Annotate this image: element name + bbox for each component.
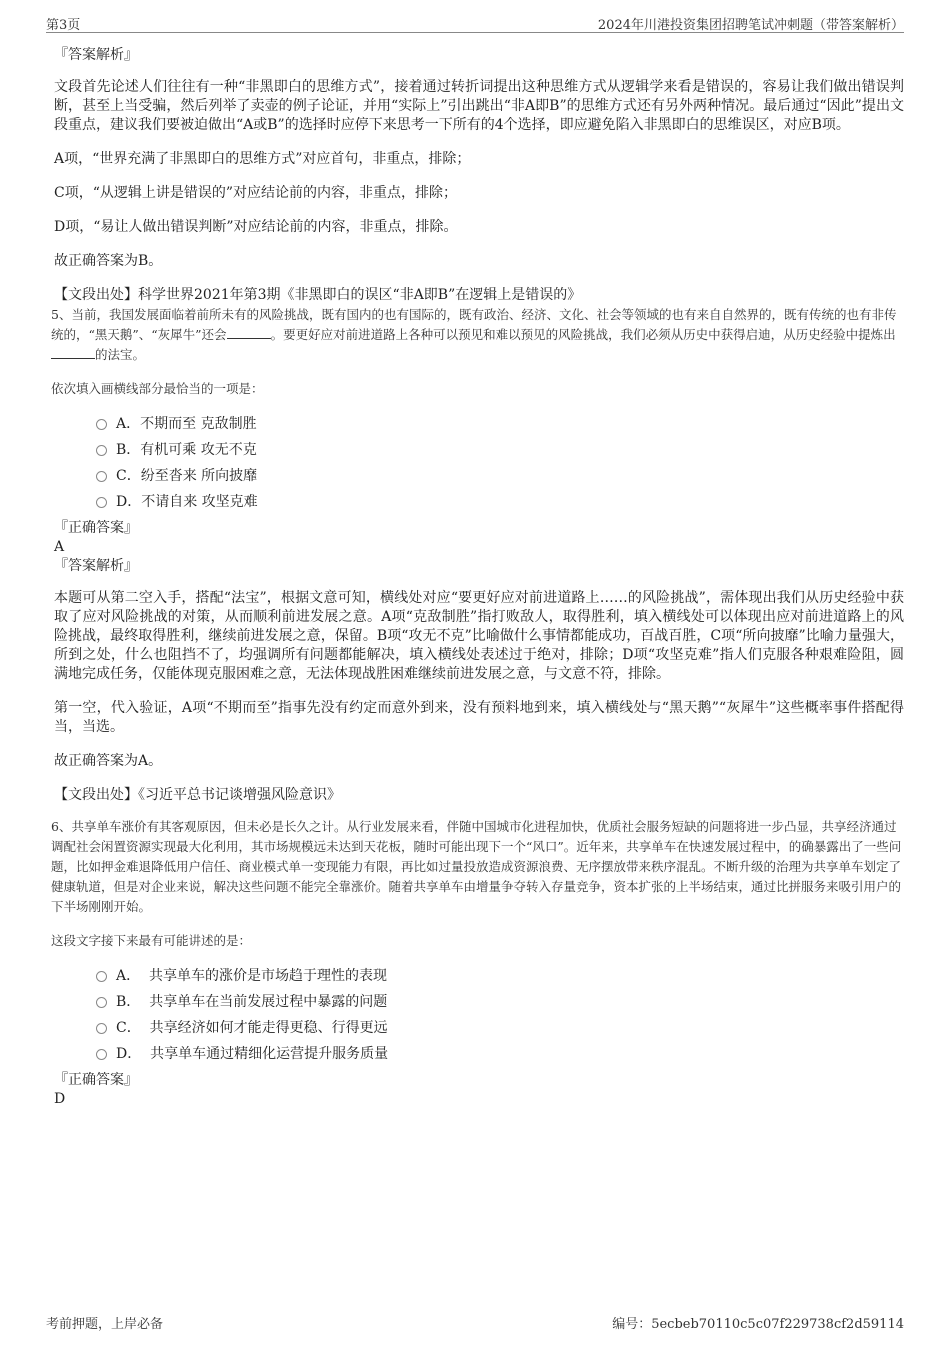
page-number: 第3页	[46, 18, 81, 33]
q5-option-b[interactable]	[54, 437, 904, 463]
q5-stem	[51, 305, 904, 365]
q6-option-a[interactable]	[54, 963, 904, 989]
q6-option-c[interactable]	[54, 1015, 904, 1041]
option-key: B．	[116, 994, 141, 1010]
page-header	[46, 12, 904, 33]
option-text: 不请自来 攻坚克难	[141, 494, 258, 510]
radio-icon[interactable]	[96, 445, 107, 456]
q5-conclusion: 故正确答案为A。	[54, 753, 163, 769]
q5-prompt: 依次填入画横线部分最恰当的一项是：	[51, 381, 264, 396]
option-key: A．	[116, 968, 141, 984]
q5-analysis-label: 『答案解析』	[54, 558, 138, 574]
q5-answer-label: 『正确答案』	[54, 520, 138, 536]
option-text: 纷至沓来 所向披靡	[140, 468, 258, 484]
q4-source: 【文段出处】科学世界2021年第3期《非黑即白的误区“非A即B”在逻辑上是错误的》	[54, 287, 582, 303]
document-body	[51, 42, 904, 1109]
radio-icon[interactable]	[96, 971, 107, 982]
q4-analysis-text: 文段首先论述人们往往有一种“非黑即白的思维方式”，接着通过转折词提出这种思维方式从逻辑学来看是错误的，容易让我们做出错误判断，甚至上当受骗，然后列举了卖壶的例子论证，并用“实际上”引出跳出“非A即B”的思维方式还有另外两种情况。最后通过“因此”提出文段重点，建议我们要被迫做出“A或B”的选择时应停下来思考一下所有的4个选择，即应避免陷入非黑即白的思维误区，对应B项。	[54, 79, 904, 133]
q5-option-c[interactable]	[54, 463, 904, 489]
q4-analysis-label: 『答案解析』	[54, 47, 138, 63]
q4-note-a: A项，“世界充满了非黑即白的思维方式”对应首句，非重点，排除；	[54, 151, 471, 167]
q5-blank-2	[51, 346, 95, 359]
option-text: 不期而至 克敌制胜	[140, 416, 257, 432]
q5-analysis-text2: 第一空，代入验证，A项“不期而至”指事先没有约定而意外到来，没有预料地到来，填入横线处与“黑天鹅”“灰犀牛”这些概率事件搭配得当，当选。	[54, 700, 904, 735]
radio-icon[interactable]	[96, 1023, 107, 1034]
q4-note-c: C项，“从逻辑上讲是错误的”对应结论前的内容，非重点，排除；	[54, 185, 458, 201]
q5-option-a[interactable]	[54, 411, 904, 437]
footer-serial: 编号：5ecbeb70110c5c07f229738cf2d59114	[612, 1317, 904, 1332]
option-text: 有机可乘 攻无不克	[140, 442, 257, 458]
q5-analysis-text: 本题可从第二空入手，搭配“法宝”，根据文意可知，横线处对应“要更好应对前进道路上……的风险挑战”，需体现出我们从历史经验中获取了应对风险挑战的对策，从而顺利前进发展之意。A项“克敌制胜”指打败敌人，取得胜利，填入横线处可以体现出应对前进道路上的风险挑战，最终取得胜利，继续前进发展之意，保留。B项“攻无不克”比喻做什么事情都能成功，百战百胜，C项“所向披靡”比喻力量强大，所到之处，什么也阻挡不了，均强调所有问题都能解决，填入横线处表述过于绝对，排除；D项“攻坚克难”指人们克服各种艰难险阻，圆满地完成任务，仅能体现克服困难之意，无法体现战胜困难继续前进发展之意，与文意不符，排除。	[54, 590, 904, 682]
q6-option-b[interactable]	[54, 989, 904, 1015]
q5-blank-1	[227, 326, 271, 339]
option-key: C．	[116, 468, 141, 484]
option-text: 共享单车通过精细化运营提升服务质量	[150, 1046, 389, 1062]
q5-option-d[interactable]	[54, 489, 904, 515]
option-key: D．	[116, 1046, 142, 1062]
q4-note-d: D项，“易让人做出错误判断”对应结论前的内容，非重点，排除。	[54, 219, 458, 235]
option-text: 共享单车的涨价是市场趋于理性的表现	[149, 968, 388, 984]
document-title: 2024年川港投资集团招聘笔试冲刺题（带答案解析）	[597, 18, 904, 33]
q6-answer-label: 『正确答案』	[54, 1072, 138, 1088]
radio-icon[interactable]	[96, 419, 107, 430]
q5-stem-part3: 的法宝。	[95, 347, 146, 362]
option-key: A．	[116, 416, 141, 432]
option-key: B．	[116, 442, 141, 458]
q5-answer: A	[54, 539, 65, 555]
option-key: D．	[116, 494, 142, 510]
radio-icon[interactable]	[96, 997, 107, 1008]
footer-slogan: 考前押题，上岸必备	[46, 1317, 164, 1332]
option-text: 共享单车在当前发展过程中暴露的问题	[149, 994, 388, 1010]
q6-option-d[interactable]	[54, 1041, 904, 1067]
radio-icon[interactable]	[96, 497, 107, 508]
q6-prompt: 这段文字接下来最有可能讲述的是：	[51, 933, 252, 948]
q6-answer: D	[54, 1091, 66, 1107]
option-key: C．	[116, 1020, 141, 1036]
q5-stem-part1: 5、当前，我国发展面临着前所未有的风险挑战，既有国内的也有国际的，既有政治、经济、文化、社会等领域的也有来自自然界的，既有传统的也有非传统的，“黑天鹅”、“灰犀牛”还会	[51, 307, 897, 342]
page-footer	[46, 1313, 904, 1333]
q5-options	[54, 411, 904, 515]
q5-stem-part2: 。要更好应对前进道路上各种可以预见和难以预见的风险挑战，我们必须从历史中获得启迪，从历史经验中提炼出	[270, 327, 896, 342]
option-text: 共享经济如何才能走得更稳、行得更远	[149, 1020, 388, 1036]
q6-options	[54, 963, 904, 1067]
radio-icon[interactable]	[96, 1049, 107, 1060]
q5-source: 【文段出处】《习近平总书记谈增强风险意识》	[54, 787, 341, 803]
radio-icon[interactable]	[96, 471, 107, 482]
q6-stem: 6、共享单车涨价有其客观原因，但未必是长久之计。从行业发展来看，伴随中国城市化进程加快，优质社会服务短缺的问题将进一步凸显，共享经济通过调配社会闲置资源实现最大化利用，其市场规模远未达到天花板，随时可能出现下一个“风口”。近年来，共享单车在快速发展过程中，的确暴露出了一些问题，比如押金难退降低用户信任、商业模式单一变现能力有限，再比如过量投放造成资源浪费、无序摆放带来秩序混乱。不断升级的治理为共享单车划定了健康轨道，但是对企业来说，解决这些问题不能完全靠涨价。随着共享单车由增量争夺转入存量竞争，资本扩张的上半场结束，通过比拼服务来吸引用户的下半场刚刚开始。	[51, 819, 902, 914]
q4-conclusion: 故正确答案为B。	[54, 253, 163, 269]
